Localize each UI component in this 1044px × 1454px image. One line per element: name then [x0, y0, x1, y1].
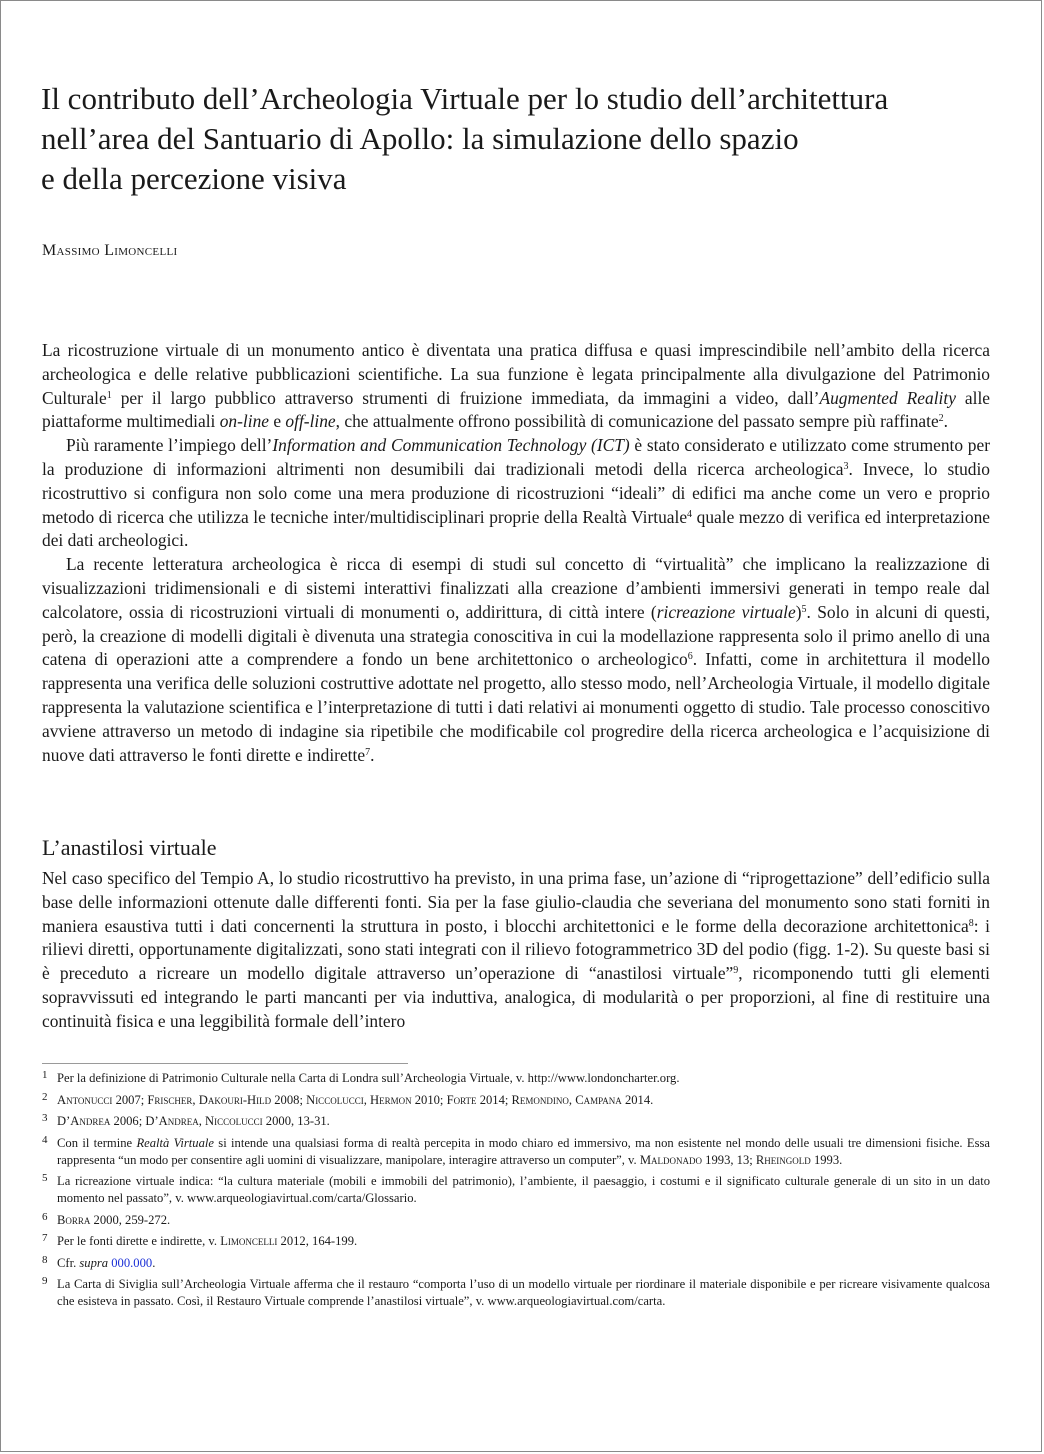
- footnote-ref[interactable]: 8: [968, 917, 974, 929]
- title-line: Il contributo dell’Archeologia Virtuale per lo studio dell’architettura: [41, 81, 889, 116]
- footnote: 3 D’Andrea 2006; D’Andrea, Niccolucci 2000, 13-31.: [42, 1112, 330, 1128]
- intro-section: [42, 339, 990, 767]
- footnote: 6 Borra 2000, 259-272.: [42, 1210, 171, 1227]
- footnote: 7 Per le fonti dirette e indirette, v. Limoncelli 2012, 164-199.: [42, 1232, 358, 1248]
- cross-reference-link[interactable]: 000.000: [111, 1255, 153, 1270]
- section-heading: L’anastilosi virtuale: [42, 835, 217, 860]
- footnote-divider: [42, 1063, 408, 1064]
- footnote: 9 La Carta di Siviglia sull’Archeologia Virtuale afferma che il restauro “comporta l’uso di un modello virtuale per riordinare il materiale disponibile e per ricreare visivamente qualcosa che esisteva in passato. Così, il Restauro Virtuale comprende l’anastilosi virtuale”, v. www.arqueologiavirtual.com/carta.: [42, 1275, 990, 1308]
- author-name: Massimo Limoncelli: [42, 242, 178, 259]
- footnote-number: 8: [42, 1253, 48, 1266]
- footnote-number: 7: [42, 1232, 48, 1244]
- footnotes: [42, 1070, 990, 1315]
- footnote-number: 4: [42, 1133, 48, 1146]
- footnote-ref[interactable]: 4: [687, 508, 693, 520]
- footnote-number: 1: [42, 1069, 48, 1081]
- paragraph: Più raramente l’impiego dell’Information and Communication Technology (ICT) è stato considerato e utilizzato come strumento per la produzione di informazioni altrimenti non desumibili dai tradizionali metodi della ricerca archeologica$^3$. Invece, lo studio ricostruttivo si configura non solo come una mera produzione di ricostruzioni “ideali” di edifici ma anche come un vero e proprio metodo di ricerca che utilizza le tecniche inter/multidisciplinari proprie della Realtà Virtuale$^4$ quale mezzo di verifica ed interpretazione dei dati archeologici.: [42, 435, 991, 551]
- footnote-number: 2: [42, 1090, 48, 1103]
- footnote: 4 Con il termine Realtà Virtuale si intende una qualsiasi forma di realtà percepita in modo chiaro ed immersivo, ma non esistente nel mondo delle usuali tre dimensioni fisiche. Essa rappresenta “un modo per consentire agli uomini di visualizzare, manipolare, interagire attraverso un computer”, v. Maldonado 1993, 13; Rheingold 1993.: [42, 1133, 990, 1167]
- footnote: 8 Cfr. supra 000.000.: [42, 1253, 156, 1270]
- footnote-number: 3: [42, 1112, 48, 1124]
- footnote-number: 6: [42, 1210, 48, 1223]
- title-line: e della percezione visiva: [41, 161, 347, 196]
- title-line: nell’area del Santuario di Apollo: la simulazione dello spazio: [41, 121, 799, 156]
- footnote: 1 Per la definizione di Patrimonio Culturale nella Carta di Londra sull’Archeologia Virtuale, v. http://www.londoncharter.org.: [42, 1069, 680, 1085]
- anastilosi-section: [42, 867, 990, 1034]
- footnote: 2 Antonucci 2007; Frischer, Dakouri-Hild 2008; Niccolucci, Hermon 2010; Forte 2014; Remondino, Campana 2014.: [42, 1090, 654, 1107]
- footnote: 5 La ricreazione virtuale indica: “la cultura materiale (mobili e immobili del patrimonio), l’ambiente, il paesaggio, i costumi e il significato culturale generale di un sito in un dato momento nel passato”, v. www.arqueologiavirtual.com/carta/Glossario.: [42, 1172, 990, 1205]
- footnote-ref[interactable]: 5: [801, 603, 807, 615]
- footnote-ref[interactable]: 9: [733, 965, 739, 977]
- paragraph: La recente letteratura archeologica è ricca di esempi di studi sul concetto di “virtualità” che implicano la realizzazione di visualizzazioni tridimensionali e di sistemi interattivi finalizzati alla creazione d’ambienti immersivi generati in tempo reale dal calcolatore, ossia di ricostruzioni virtuali di monumenti o, addirittura, di città intere (ricreazione virtuale)$^5$. Solo in alcuni di questi, però, la creazione di modelli digitali è divenuta una strategia conoscitiva in cui la modellazione rappresenta solo il primo anello di una catena di operazioni atte a comprendere a fondo un bene architettonico o archeologico$^6$. Infatti, come in architettura il modello rappresenta una verifica delle soluzioni costruttive adottate nel progetto, allo stesso modo, nell’Archeologia Virtuale, il modello digitale rappresenta la valutazione scientifica e l’interpretazione di tutti i dati relativi ai monumenti oggetto di studio. Tale processo conoscitivo avviene attraverso un metodo di indagine sia ripetibile che modificabile col progredire della ricerca archeologica e l’acquisizione di nuove dati attraverso le fonti dirette e indirette$^7$.: [42, 554, 990, 765]
- article-title: [41, 79, 981, 199]
- footnote-ref[interactable]: 7: [365, 746, 371, 758]
- footnote-ref[interactable]: 1: [106, 389, 112, 401]
- footnote-number: 9: [42, 1275, 48, 1287]
- footnote-ref[interactable]: 3: [843, 460, 849, 472]
- footnote-ref[interactable]: 2: [938, 413, 944, 425]
- footnote-number: 5: [42, 1172, 48, 1184]
- paragraph: La ricostruzione virtuale di un monumento antico è diventata una pratica diffusa e quasi imprescindibile nell’ambito della ricerca archeologica e delle relative pubblicazioni scientifiche. La sua funzione è legata principalmente alla divulgazione del Patrimonio Culturale$^1$ per il largo pubblico attraverso strumenti di fruizione immediata, da immagini a video, dall’Augmented Reality alle piattaforme multimediali on-line e off-line, che attualmente offrono possibilità di comunicazione del passato sempre più raffinate$^2$.: [42, 340, 990, 432]
- paragraph: Nel caso specifico del Tempio A, lo studio ricostruttivo ha previsto, in una prima fase, un’azione di “riprogettazione” dell’edificio sulla base delle informazioni ottenute dalle differenti fonti. Sia per la fase giulio-claudia che severiana del monumento sono stati forniti in maniera esaustiva tutti i dati concernenti la struttura in posto, i blocchi architettonici e le forme della decorazione architettonica$^8$: i rilievi diretti, opportunamente digitalizzati, sono stati integrati con il rilievo fotogrammetrico 3D del podio (figg. 1-2). Su queste basi si è preceduto a ricreare un modello digitale attraverso un’operazione di “anastilosi virtuale”$^9$, ricomponendo tutti gli elementi sopravvissuti ed integrando le parti mancanti per via induttiva, analogica, di modularità o per proporzioni, al fine di restituire una continuità fisica e una leggibilità formale dell’intero: [42, 868, 991, 1031]
- footnote-ref[interactable]: 6: [687, 651, 693, 663]
